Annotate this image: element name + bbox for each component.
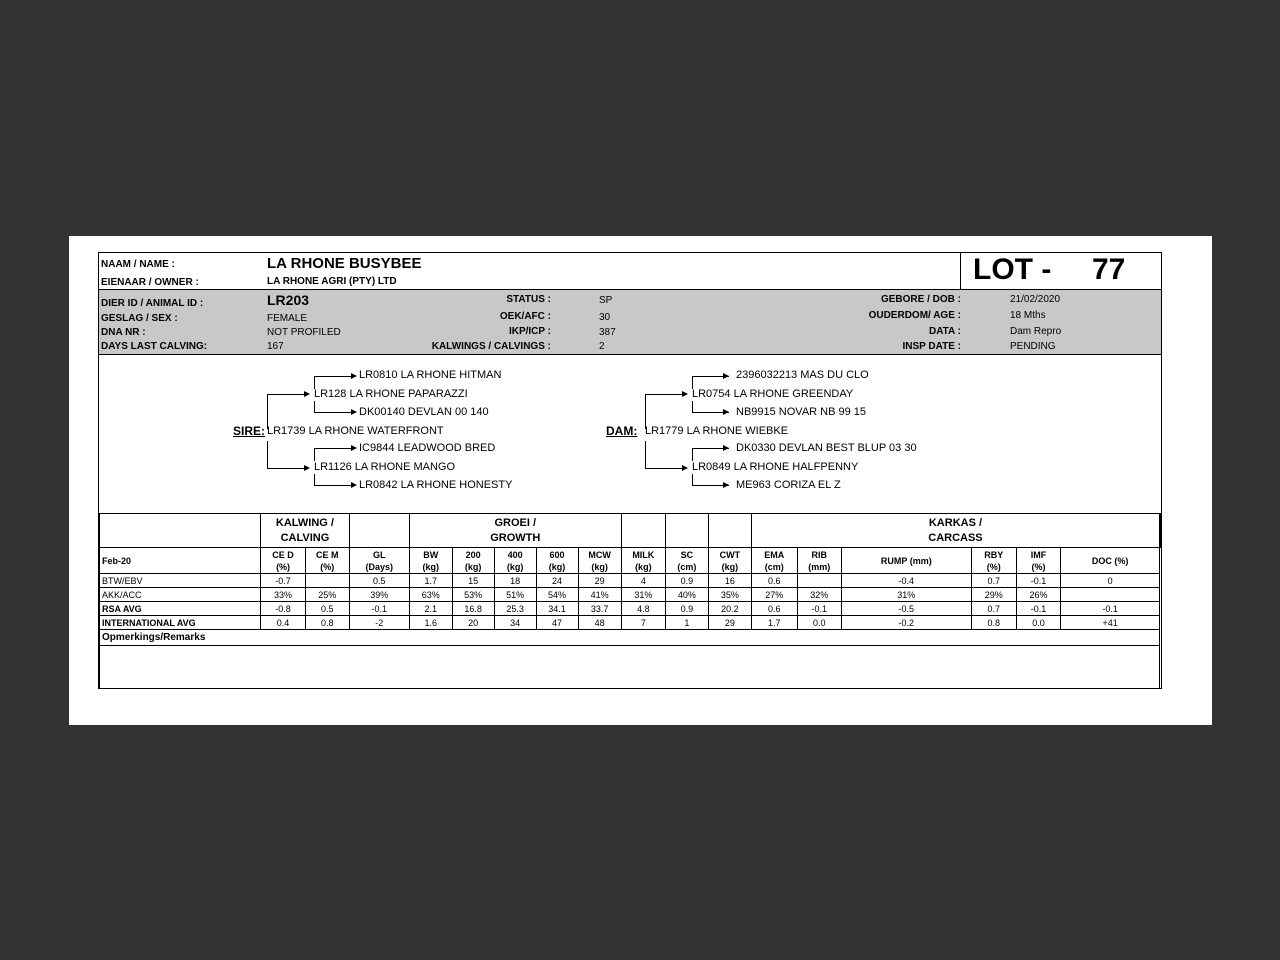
table-row xyxy=(100,602,1161,616)
table-cell: 0.4 xyxy=(261,616,306,630)
period-label: Feb-20 xyxy=(100,548,261,574)
table-cell: 25% xyxy=(305,588,349,602)
column-header-name: 400 xyxy=(507,549,523,560)
table-cell: 25.3 xyxy=(494,602,536,616)
column-header-name: CE D xyxy=(272,549,294,560)
row-label: INTERNATIONAL AVG xyxy=(100,616,261,630)
group-blank xyxy=(349,514,409,548)
column-header xyxy=(841,548,971,574)
column-header xyxy=(536,548,578,574)
calving-group-line2: CALVING xyxy=(280,531,330,544)
table-cell: 39% xyxy=(349,588,409,602)
table-cell: 26% xyxy=(1016,588,1061,602)
table-cell: 33% xyxy=(261,588,306,602)
column-header-name: IMF xyxy=(1030,549,1047,560)
column-header xyxy=(751,548,797,574)
table-cell: -0.1 xyxy=(1016,602,1061,616)
group-header-row xyxy=(100,514,1161,548)
carcass-group-line1: KARKAS / xyxy=(928,516,983,529)
remarks-body xyxy=(100,646,1160,690)
table-cell: 1.6 xyxy=(409,616,452,630)
card-header xyxy=(99,253,1161,290)
dob-label: GEBORE / DOB : xyxy=(880,294,961,305)
table-cell: 29 xyxy=(578,574,621,588)
growth-group xyxy=(409,514,621,548)
column-header-unit: (kg) xyxy=(506,561,524,572)
table-row xyxy=(100,574,1161,588)
column-header xyxy=(261,548,306,574)
dam-sire-dam: NB9915 NOVAR NB 99 15 xyxy=(736,406,867,418)
table-cell: 27% xyxy=(751,588,797,602)
remarks-label: Opmerkings/Remarks xyxy=(100,630,1160,646)
table-row xyxy=(100,616,1161,630)
column-header-name: SC xyxy=(680,549,694,560)
column-header-unit: (cm) xyxy=(764,561,784,572)
table-cell: 47 xyxy=(536,616,578,630)
table-cell xyxy=(305,574,349,588)
column-header-name: RBY xyxy=(984,549,1004,560)
column-header xyxy=(409,548,452,574)
column-header xyxy=(349,548,409,574)
table-cell: 51% xyxy=(494,588,536,602)
table-cell: 29 xyxy=(708,616,751,630)
table-cell: 0.8 xyxy=(971,616,1016,630)
column-header-name: CWT xyxy=(719,549,741,560)
table-cell: 16 xyxy=(708,574,751,588)
table-cell: 29% xyxy=(971,588,1016,602)
dam-sire: LR0754 LA RHONE GREENDAY xyxy=(692,388,854,400)
lot-box xyxy=(960,253,1162,289)
pedigree-section xyxy=(99,355,1161,514)
animal-id: LR203 xyxy=(267,292,310,308)
column-header-name: DOC (%) xyxy=(1091,555,1129,566)
column-header-unit: (kg) xyxy=(422,561,439,572)
table-cell: 54% xyxy=(536,588,578,602)
table-cell: 7 xyxy=(621,616,665,630)
carcass-group-line2: CARCASS xyxy=(928,531,983,544)
row-label: AKK/ACC xyxy=(100,588,261,602)
icp-value: 387 xyxy=(599,327,616,338)
column-header-name: MILK xyxy=(632,549,655,560)
dna-value: NOT PROFILED xyxy=(267,327,341,338)
table-cell: 20.2 xyxy=(708,602,751,616)
dam-label: DAM: xyxy=(606,424,638,438)
table-cell: 0.9 xyxy=(665,574,708,588)
ebv-table xyxy=(99,513,1161,689)
table-cell: 1.7 xyxy=(409,574,452,588)
status-value: SP xyxy=(599,295,613,306)
table-cell: 0.0 xyxy=(1016,616,1061,630)
column-header-unit: (Days) xyxy=(365,561,393,572)
column-header xyxy=(971,548,1016,574)
table-cell: -0.4 xyxy=(841,574,971,588)
animal-name: LA RHONE BUSYBEE xyxy=(267,255,422,272)
table-cell: 20 xyxy=(452,616,494,630)
table-cell: 16.8 xyxy=(452,602,494,616)
table-cell xyxy=(797,574,841,588)
table-cell: -0.8 xyxy=(261,602,306,616)
column-header-name: CE M xyxy=(316,549,339,560)
table-cell: 0 xyxy=(1061,574,1160,588)
table-cell: 0.6 xyxy=(751,602,797,616)
table-cell xyxy=(1061,588,1160,602)
table-cell: 0.5 xyxy=(349,574,409,588)
table-row xyxy=(100,588,1161,602)
dam-name: LR1779 LA RHONE WIEBKE xyxy=(645,425,789,437)
calving-group-line1: KALWING / xyxy=(275,516,334,529)
column-header-name: BW xyxy=(423,549,439,560)
table-cell: 41% xyxy=(578,588,621,602)
sex-value: FEMALE xyxy=(267,313,308,324)
column-header-unit: (kg) xyxy=(591,561,608,572)
dam-dam-dam: ME963 CORIZA EL Z xyxy=(736,479,841,491)
column-header-unit: (kg) xyxy=(721,561,739,572)
sire-sire-sire: LR0810 LA RHONE HITMAN xyxy=(359,369,502,381)
column-header-unit: (%) xyxy=(276,561,291,572)
table-cell: 34.1 xyxy=(536,602,578,616)
group-blank xyxy=(1160,514,1161,548)
table-cell: 63% xyxy=(409,588,452,602)
dam-sire-sire: 2396032213 MAS DU CLO xyxy=(736,369,869,381)
sire-dam-sire: IC9844 LEADWOOD BRED xyxy=(359,442,496,454)
table-cell: 32% xyxy=(797,588,841,602)
table-cell: 53% xyxy=(452,588,494,602)
table-cell: 0.9 xyxy=(665,602,708,616)
table-cell: 0.7 xyxy=(971,574,1016,588)
age-label: OUDERDOM/ AGE : xyxy=(868,310,961,321)
table-cell: 15 xyxy=(452,574,494,588)
column-header xyxy=(578,548,621,574)
column-header xyxy=(665,548,708,574)
column-header-unit: (%) xyxy=(320,561,335,572)
table-cell: -0.2 xyxy=(841,616,971,630)
icp-label: IKP/ICP : xyxy=(508,326,551,337)
column-header-name: EMA xyxy=(764,549,785,560)
days-last-calving-label: DAYS LAST CALVING: xyxy=(101,341,208,352)
column-header-name: 200 xyxy=(465,549,481,560)
table-cell: 0.0 xyxy=(797,616,841,630)
table-cell: +41 xyxy=(1061,616,1160,630)
column-header-row xyxy=(100,548,1161,574)
insp-date-label: INSP DATE : xyxy=(902,341,961,352)
growth-group-line2: GROWTH xyxy=(490,531,541,544)
age-value: 18 Mths xyxy=(1010,310,1046,321)
column-header-unit: (%) xyxy=(986,561,1001,572)
column-header-name: MCW xyxy=(588,549,611,560)
table-cell: -0.1 xyxy=(349,602,409,616)
table-cell: 1 xyxy=(665,616,708,630)
data-label: DATA : xyxy=(928,326,961,337)
calving-group xyxy=(261,514,349,548)
column-header-unit: (kg) xyxy=(464,561,482,572)
name-label: NAAM / NAME : xyxy=(101,259,175,270)
column-header-unit: (kg) xyxy=(548,561,566,572)
sex-label: GESLAG / SEX : xyxy=(101,313,178,324)
lot-number: 77 xyxy=(1092,253,1126,286)
column-header xyxy=(494,548,536,574)
sire-name: LR1739 LA RHONE WATERFRONT xyxy=(267,425,444,437)
table-cell: 0.7 xyxy=(971,602,1016,616)
sire-label: SIRE: xyxy=(233,424,266,438)
table-cell: 0.5 xyxy=(305,602,349,616)
column-header-name: GL xyxy=(372,549,386,560)
remarks-row xyxy=(100,630,1161,646)
column-header xyxy=(1016,548,1061,574)
calvings-label: KALWINGS / CALVINGS : xyxy=(431,341,551,352)
column-header-unit: (kg) xyxy=(635,561,652,572)
insp-date-value: PENDING xyxy=(1010,341,1056,352)
table-cell: -2 xyxy=(349,616,409,630)
table-cell: -0.1 xyxy=(797,602,841,616)
column-header xyxy=(1061,548,1160,574)
owner-label: EIENAAR / OWNER : xyxy=(101,277,199,288)
dam-dam: LR0849 LA RHONE HALFPENNY xyxy=(692,461,859,473)
column-header-name: RUMP (mm) xyxy=(880,555,932,566)
dob-value: 21/02/2020 xyxy=(1010,294,1061,305)
remarks-body-row xyxy=(100,646,1161,690)
dna-label: DNA NR : xyxy=(101,327,146,338)
table-cell: 34 xyxy=(494,616,536,630)
lot-card xyxy=(98,252,1162,689)
column-header xyxy=(621,548,665,574)
afc-value: 30 xyxy=(599,312,611,323)
growth-group-line1: GROEI / xyxy=(494,516,537,529)
row-label: BTW/EBV xyxy=(100,574,261,588)
data-value: Dam Repro xyxy=(1010,326,1062,337)
column-header xyxy=(708,548,751,574)
column-header-unit: (mm) xyxy=(808,561,831,572)
row-label: RSA AVG xyxy=(100,602,261,616)
days-last-calving-value: 167 xyxy=(267,341,284,352)
group-blank xyxy=(665,514,708,548)
sire-sire-dam: DK00140 DEVLAN 00 140 xyxy=(359,406,489,418)
sire-dam: LR1126 LA RHONE MANGO xyxy=(314,461,456,473)
afc-label: OEK/AFC : xyxy=(499,311,551,322)
table-cell: 31% xyxy=(621,588,665,602)
table-cell: 2.1 xyxy=(409,602,452,616)
column-header-unit: (%) xyxy=(1031,561,1046,572)
group-blank xyxy=(100,514,261,548)
table-cell: 18 xyxy=(494,574,536,588)
calvings-value: 2 xyxy=(599,341,605,352)
sire-dam-dam: LR0842 LA RHONE HONESTY xyxy=(359,479,513,491)
table-cell: 0.6 xyxy=(751,574,797,588)
sire-sire: LR128 LA RHONE PAPARAZZI xyxy=(314,388,468,400)
table-cell: 33.7 xyxy=(578,602,621,616)
table-cell: 1.7 xyxy=(751,616,797,630)
column-header-name: 600 xyxy=(549,549,565,560)
column-header-name: RIB xyxy=(811,549,827,560)
table-cell: 24 xyxy=(536,574,578,588)
group-blank xyxy=(621,514,665,548)
table-cell: -0.5 xyxy=(841,602,971,616)
table-cell: 40% xyxy=(665,588,708,602)
status-label: STATUS : xyxy=(506,294,551,305)
animal-id-label: DIER ID / ANIMAL ID : xyxy=(101,298,204,309)
column-header-unit: (cm) xyxy=(677,561,697,572)
carcass-group xyxy=(751,514,1159,548)
owner-name: LA RHONE AGRI (PTY) LTD xyxy=(267,276,397,287)
column-header xyxy=(797,548,841,574)
table-cell: -0.1 xyxy=(1061,602,1160,616)
group-blank xyxy=(708,514,751,548)
table-cell: 35% xyxy=(708,588,751,602)
animal-info-band xyxy=(99,290,1161,355)
column-header xyxy=(452,548,494,574)
table-cell: 48 xyxy=(578,616,621,630)
table-cell: 4.8 xyxy=(621,602,665,616)
table-cell: 4 xyxy=(621,574,665,588)
lot-label: LOT - xyxy=(973,253,1052,286)
table-cell: -0.7 xyxy=(261,574,306,588)
table-cell: 0.8 xyxy=(305,616,349,630)
column-header xyxy=(305,548,349,574)
dam-dam-sire: DK0330 DEVLAN BEST BLUP 03 30 xyxy=(736,442,917,454)
table-cell: -0.1 xyxy=(1016,574,1061,588)
ebv-table-body xyxy=(100,574,1161,630)
table-cell: 31% xyxy=(841,588,971,602)
